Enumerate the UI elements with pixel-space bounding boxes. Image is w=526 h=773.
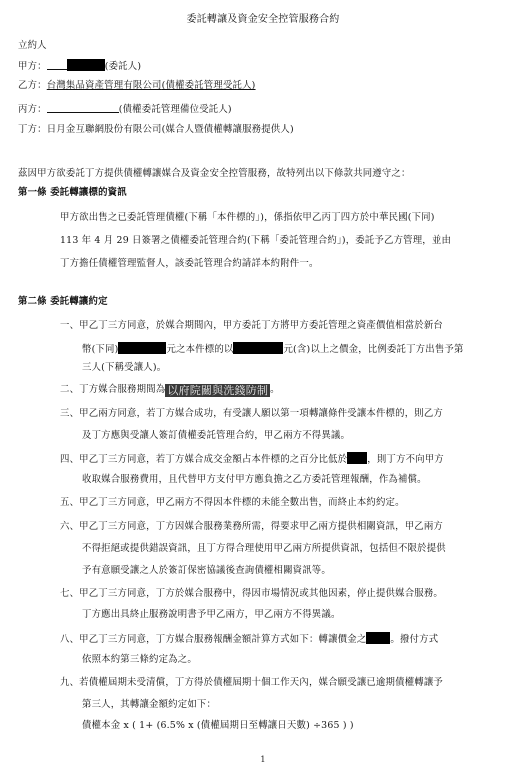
party-a-prefix: 甲方： bbox=[18, 61, 47, 72]
clause-6-line: 予有意願受讓之人於簽訂保密協議後查詢債權相關資訊等。 bbox=[82, 565, 331, 576]
party-b-company: 台灣集品資產管理有限公司 bbox=[46, 80, 162, 91]
party-c-line bbox=[18, 102, 232, 116]
clause-text: 元之本件標的以 bbox=[166, 344, 234, 355]
intro-paragraph: 茲因甲方欲委託丁方提供債權轉讓媒合及資金安全控管服務，故特列出以下條款共同遵守之： bbox=[18, 168, 411, 179]
clause-text: 幣(下同) bbox=[82, 344, 119, 355]
clause-7-line: 丁方應出具終止服務說明書予甲乙兩方，甲乙兩方不得異議。 bbox=[82, 609, 341, 620]
clause-4-line bbox=[60, 452, 444, 466]
redaction-block bbox=[347, 452, 367, 464]
party-c-blank bbox=[47, 102, 119, 113]
clause-text: 二、丁方媒合服務期間為 bbox=[60, 384, 166, 395]
clause-5-line: 五、甲乙丁三方同意，甲乙兩方不得因本件標的未能全數出售，而終止本約約定。 bbox=[60, 497, 405, 508]
clause-6-line: 六、甲乙丁三方同意，丁方因媒合服務業務所需，得要求甲乙兩方提供相關資訊，甲乙兩方 bbox=[60, 521, 444, 532]
formula-line: 債權本金 x ( 1+ (6.5% x (債權屆期日至轉讓日天數) ÷365 ) ) bbox=[82, 720, 354, 731]
clause-text: 四、甲乙丁三方同意，若丁方媒合成交金額占本件標的之百分比低於 bbox=[60, 454, 348, 465]
redaction-block bbox=[67, 59, 105, 71]
party-b-role: (債權委託管理受託人) bbox=[161, 80, 256, 91]
article-1-line: 113 年 4 月 29 日簽署之債權委託管理合約(下稱「委託管理合約」)，委託予乙方管理，並由 bbox=[60, 235, 452, 246]
article-1-heading: 第一條 委託轉讓標的資訊 bbox=[18, 187, 127, 198]
page-number: 1 bbox=[260, 755, 266, 764]
clause-text: 。撥付方式 bbox=[390, 634, 439, 645]
party-c-role: (債權委託管理備位受託人) bbox=[118, 104, 232, 115]
clause-9-line: 第三人，其轉讓金額約定如下： bbox=[82, 699, 217, 710]
party-b-line bbox=[18, 80, 256, 92]
clause-9-line: 九、若債權屆期未受清償，丁方得於債權屆期十個工作天內，媒合願受讓已逾期債權轉讓予 bbox=[60, 677, 444, 688]
document-title: 委託轉讓及資金安全控管服務合約 bbox=[186, 14, 340, 25]
party-a-line bbox=[18, 59, 141, 73]
clause-text: 元(含)以上之價金，比例委託丁方出售予第 bbox=[283, 344, 464, 355]
clause-text: ，則丁方不向甲方 bbox=[367, 454, 444, 465]
clause-text: 八、甲乙丁三方同意，丁方媒合服務報酬金額計算方式如下：轉讓價金之 bbox=[60, 634, 367, 645]
party-b-prefix: 乙方： bbox=[18, 80, 47, 91]
clause-3-line: 及丁方應與受讓人簽訂債權委託管理合約，甲乙兩方不得異議。 bbox=[82, 430, 351, 441]
clause-7-line: 七、甲乙丁三方同意，丁方於媒合服務中，得因市場情況或其他因素，停止提供媒合服務。 bbox=[60, 588, 444, 599]
party-a-blank bbox=[47, 59, 67, 70]
article-1-line: 丁方擔任債權管理監督人，該委託管理合約請詳本約附件一。 bbox=[60, 258, 319, 269]
clause-8-line: 依照本約第三條約定為之。 bbox=[82, 654, 197, 665]
article-1-line: 甲方欲出售之已委託管理債權(下稱「本件標的」)，係指依甲乙丙丁四方於中華民國(下同) bbox=[60, 212, 435, 223]
redaction-block bbox=[366, 632, 390, 644]
party-c-prefix: 丙方： bbox=[18, 104, 47, 115]
redaction-block bbox=[118, 342, 166, 354]
party-a-role: (委託人) bbox=[104, 61, 142, 72]
clause-1-line bbox=[82, 342, 464, 356]
clause-text: 。 bbox=[270, 384, 280, 395]
clause-4-line: 收取媒合服務費用，且代替甲方支付甲方應負擔之乙方委託管理報酬，作為補償。 bbox=[82, 474, 427, 485]
signatories-label: 立約人 bbox=[18, 40, 47, 51]
clause-1-line: 一、甲乙丁三方同意，於媒合期間內，甲方委託丁方將甲方委託管理之資產價值相當於新台 bbox=[60, 320, 444, 331]
clause-2-line bbox=[60, 384, 280, 397]
clause-8-line bbox=[60, 632, 438, 646]
clause-6-line: 不得拒絕或提供錯誤資訊，且丁方得合理使用甲乙兩方所提供資訊，包括但不限於提供 bbox=[82, 543, 446, 554]
article-2-heading: 第二條 委託轉讓約定 bbox=[18, 296, 108, 307]
party-d-line: 丁方：日月金互聯網股份有限公司(媒合人暨債權轉讓服務提供人) bbox=[18, 124, 294, 135]
clause-3-line: 三、甲乙兩方同意，若丁方媒合成功，有受讓人願以第一項轉讓條件受讓本件標的，則乙方 bbox=[60, 408, 444, 419]
clause-1-line: 三人(下稱受讓人)。 bbox=[82, 362, 167, 373]
redaction-block bbox=[233, 342, 283, 354]
watermark-overlay-text: 以府院關與洗錢防制 bbox=[167, 384, 269, 397]
